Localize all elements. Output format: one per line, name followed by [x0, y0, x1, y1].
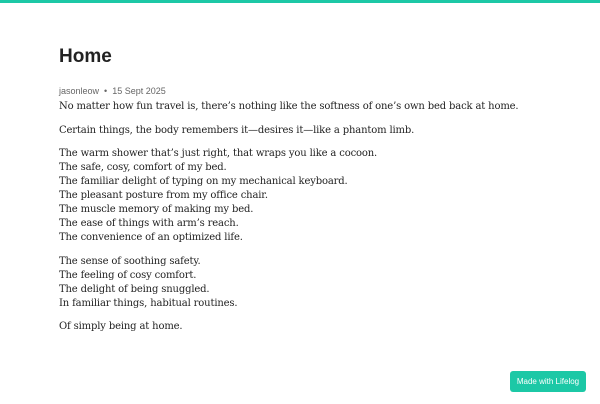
text-line: Certain things, the body remembers it—desires it—like a phantom limb.: [59, 124, 415, 136]
page-title: Home: [59, 46, 112, 67]
post-body: [59, 100, 559, 334]
post: [59, 44, 559, 344]
post-date: 15 Sept 2025: [112, 86, 166, 96]
paragraph: [59, 320, 559, 334]
text-line: The muscle memory of making my bed.: [59, 204, 254, 215]
author-link[interactable]: jasonleow: [59, 86, 100, 96]
paragraph: [59, 124, 559, 138]
text-line: Of simply being at home.: [59, 321, 183, 332]
text-line: The sense of soothing safety.: [59, 255, 201, 267]
text-line: The delight of being snuggled.: [59, 283, 210, 295]
paragraph: [59, 147, 559, 245]
text-line: The warm shower that’s just right, that wraps you like a cocoon.: [59, 148, 378, 159]
text-line: No matter how fun travel is, there’s nothing like the softness of one’s own bed back at home.: [59, 101, 519, 112]
text-line: The convenience of an optimized life.: [59, 232, 243, 243]
paragraph: [59, 100, 559, 114]
text-line: The familiar delight of typing on my mechanical keyboard.: [59, 176, 348, 187]
text-line: In familiar things, habitual routines.: [59, 297, 238, 309]
text-line: The pleasant posture from my office chair.: [59, 190, 268, 201]
paragraph: [59, 255, 559, 311]
separator: •: [104, 86, 108, 96]
top-accent-bar: [0, 0, 600, 3]
text-line: The safe, cosy, comfort of my bed.: [59, 162, 227, 173]
made-with-lifelog-button[interactable]: Made with Lifelog: [510, 371, 586, 392]
text-line: The ease of things with arm’s reach.: [59, 218, 239, 229]
post-meta: [59, 85, 559, 97]
text-line: The feeling of cosy comfort.: [59, 269, 197, 281]
